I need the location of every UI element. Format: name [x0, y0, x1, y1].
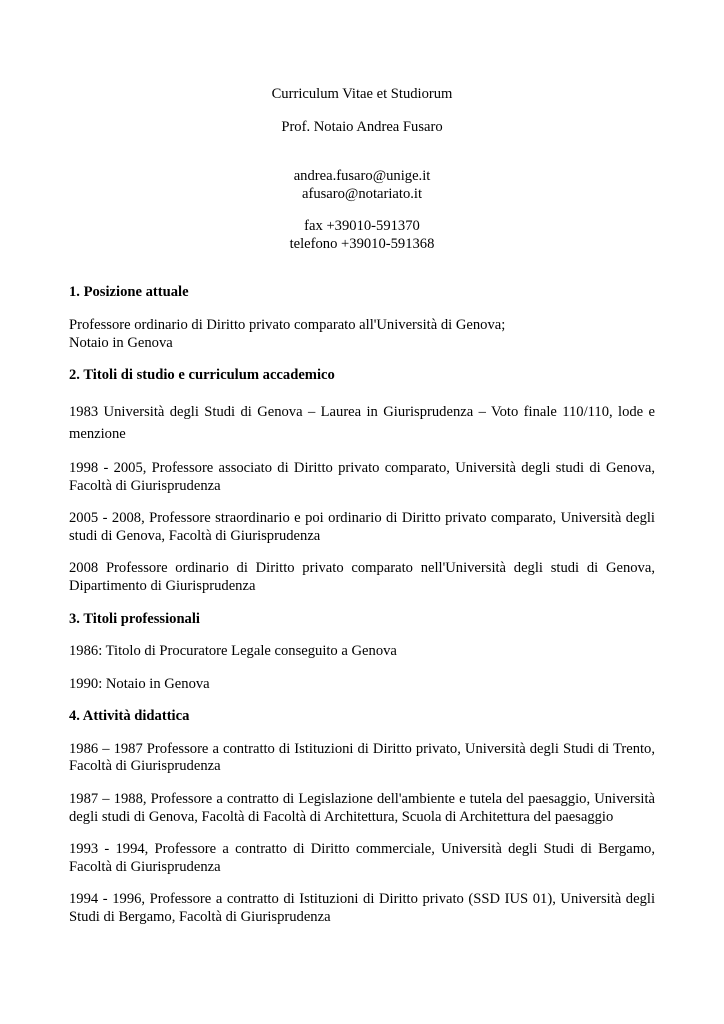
- titoli-studio-entry-4: 2008 Professore ordinario di Diritto privato comparato nell'Università degli studi di Genova, Dipartimento di Giurisprudenza: [69, 560, 655, 594]
- titoli-professionali-entry-2: 1990: Notaio in Genova: [69, 675, 210, 692]
- fax-number: fax +39010-591370: [304, 218, 420, 235]
- cv-page: [69, 86, 655, 927]
- didattica-entry-1: 1986 – 1987 Professore a contratto di Istituzioni di Diritto privato, Università degli Studi di Trento, Facoltà di Giurisprudenza: [69, 740, 655, 775]
- section-heading-titoli-studio: 2. Titoli di studio e curriculum accademico: [69, 367, 335, 384]
- titoli-studio-entry-2: 1998 - 2005, Professore associato di Diritto privato comparato, Università degli studi di Genova, Facoltà di Giurisprudenza: [69, 459, 655, 494]
- section-heading-posizione: 1. Posizione attuale: [69, 283, 189, 300]
- titoli-studio-entry-1: 1983 Università degli Studi di Genova – Laurea in Giurisprudenza – Voto finale 110/110, lode e menzione: [69, 403, 655, 442]
- posizione-line-1: Professore ordinario di Diritto privato comparato all'Università di Genova;: [69, 317, 506, 334]
- author-name: Prof. Notaio Andrea Fusaro: [281, 118, 443, 135]
- email-notariato: afusaro@notariato.it: [301, 185, 422, 202]
- titoli-studio-entry-3: 2005 - 2008, Professore straordinario e poi ordinario di Diritto privato comparato, Università degli studi di Genova, Facoltà di Giurisprudenza: [69, 510, 655, 544]
- document-title: Curriculum Vitae et Studiorum: [271, 86, 453, 102]
- posizione-line-2: Notaio in Genova: [69, 334, 173, 351]
- didattica-entry-4: 1994 - 1996, Professore a contratto di Istituzioni di Diritto privato (SSD IUS 01), Università degli Studi di Bergamo, Facoltà di Giurisprudenza: [69, 891, 655, 926]
- didattica-entry-2: 1987 – 1988, Professore a contratto di Legislazione dell'ambiente e tutela del paesaggio, Università degli studi di Genova, Facoltà di Facoltà di Architettura, Scuola di Architettura del paesaggio: [69, 791, 655, 825]
- titoli-professionali-entry-1: 1986: Titolo di Procuratore Legale conseguito a Genova: [69, 643, 397, 660]
- didattica-entry-3: 1993 - 1994, Professore a contratto di Diritto commerciale, Università degli Studi di Bergamo, Facoltà di Giurisprudenza: [69, 841, 655, 875]
- section-heading-titoli-professionali: 3. Titoli professionali: [69, 610, 200, 627]
- email-unige: andrea.fusaro@unige.it: [293, 168, 431, 185]
- section-heading-attivita-didattica: 4. Attività didattica: [69, 708, 190, 725]
- phone-number: telefono +39010-591368: [289, 235, 435, 252]
